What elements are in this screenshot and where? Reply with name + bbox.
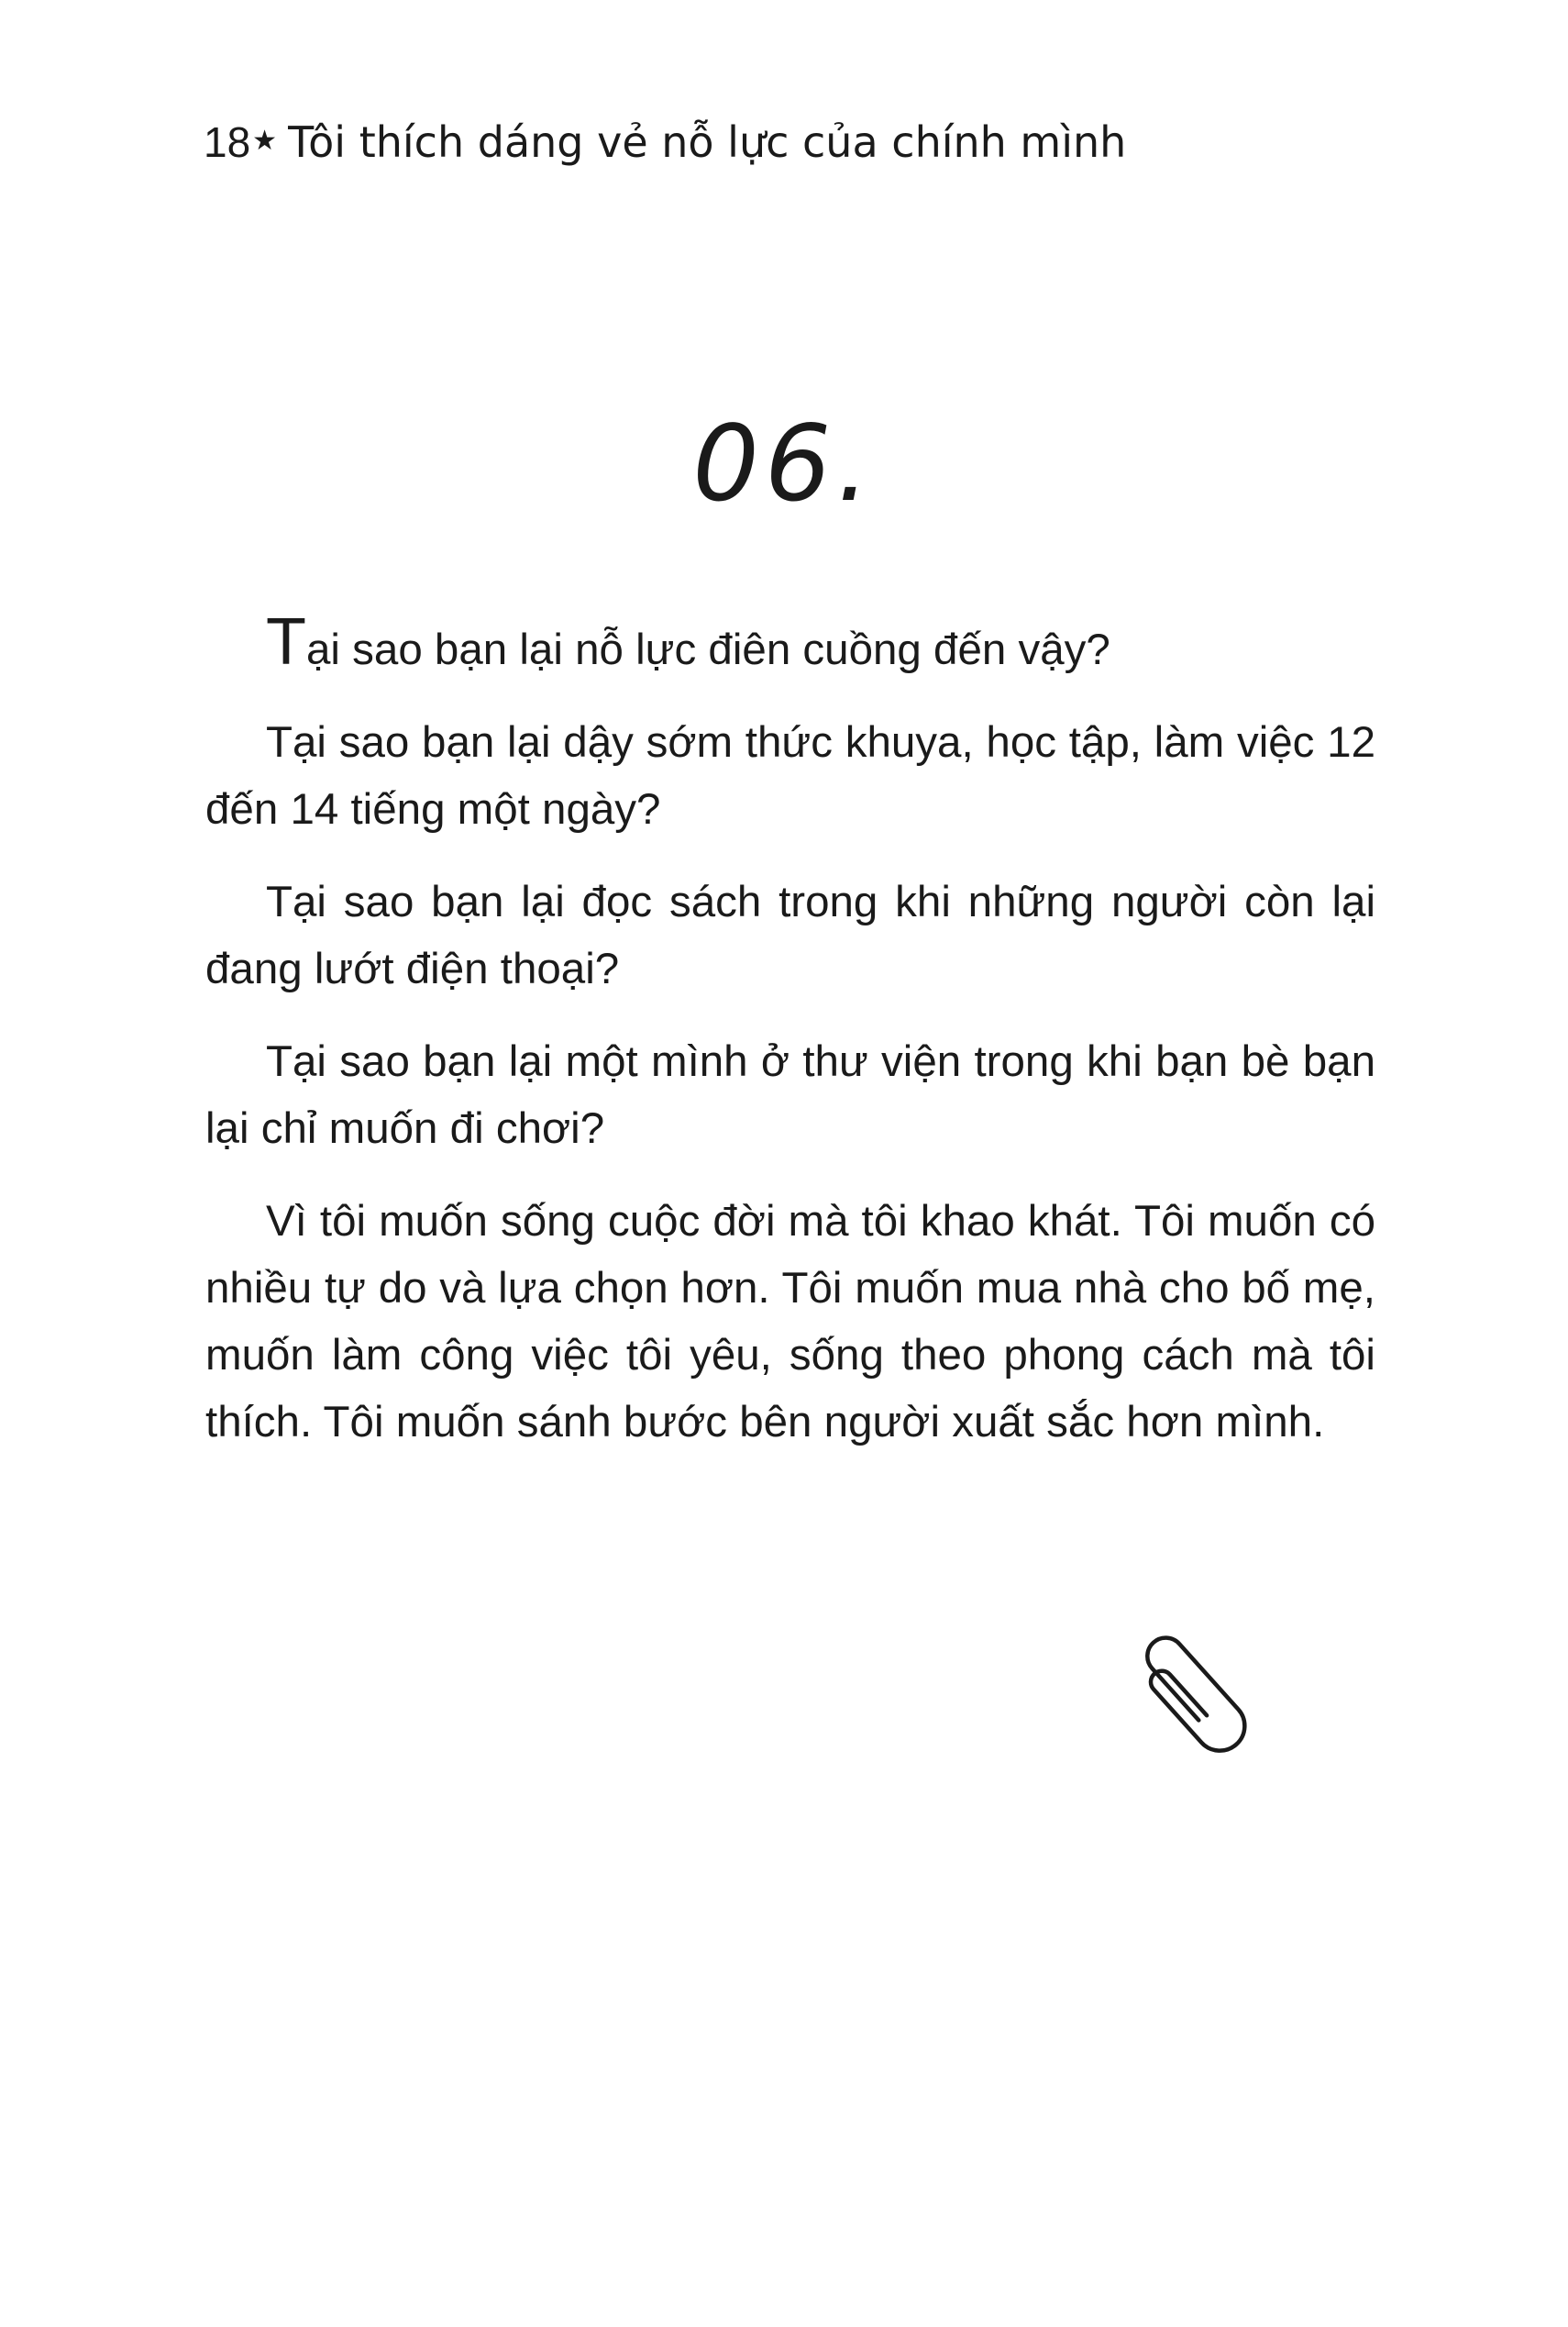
paragraph: Vì tôi muốn sống cuộc đời mà tôi khao khát. Tôi muốn có nhiều tự do và lựa chọn hơn. Tôi muốn mua nhà cho bố mẹ, muốn làm công việc tôi yêu, sống theo phong cách mà tôi thích. Tôi muốn sánh bước bên người xuất sắc hơn mình. bbox=[205, 1197, 1375, 1446]
page-number: 18 bbox=[204, 118, 251, 166]
body-text bbox=[205, 605, 1375, 1481]
chapter-number: 06. bbox=[692, 403, 876, 525]
drop-cap: T bbox=[266, 605, 306, 679]
paragraph-text: ại sao bạn lại nỗ lực điên cuồng đến vậy? bbox=[305, 626, 1110, 674]
running-head bbox=[204, 117, 1126, 168]
paragraph: Tại sao bạn lại một mình ở thư viện trong khi bạn bè bạn lại chỉ muốn đi chơi? bbox=[205, 1037, 1375, 1153]
paperclip-icon bbox=[1132, 1622, 1269, 1759]
star-icon: ★ bbox=[252, 125, 278, 157]
running-title: Tôi thích dáng vẻ nỗ lực của chính mình bbox=[288, 117, 1127, 167]
paragraph: Tại sao bạn lại đọc sách trong khi những người còn lại đang lướt điện thoại? bbox=[205, 878, 1375, 993]
paragraph bbox=[205, 605, 1375, 683]
paragraph: Tại sao bạn lại dậy sớm thức khuya, học tập, làm việc 12 đến 14 tiếng một ngày? bbox=[205, 718, 1375, 834]
